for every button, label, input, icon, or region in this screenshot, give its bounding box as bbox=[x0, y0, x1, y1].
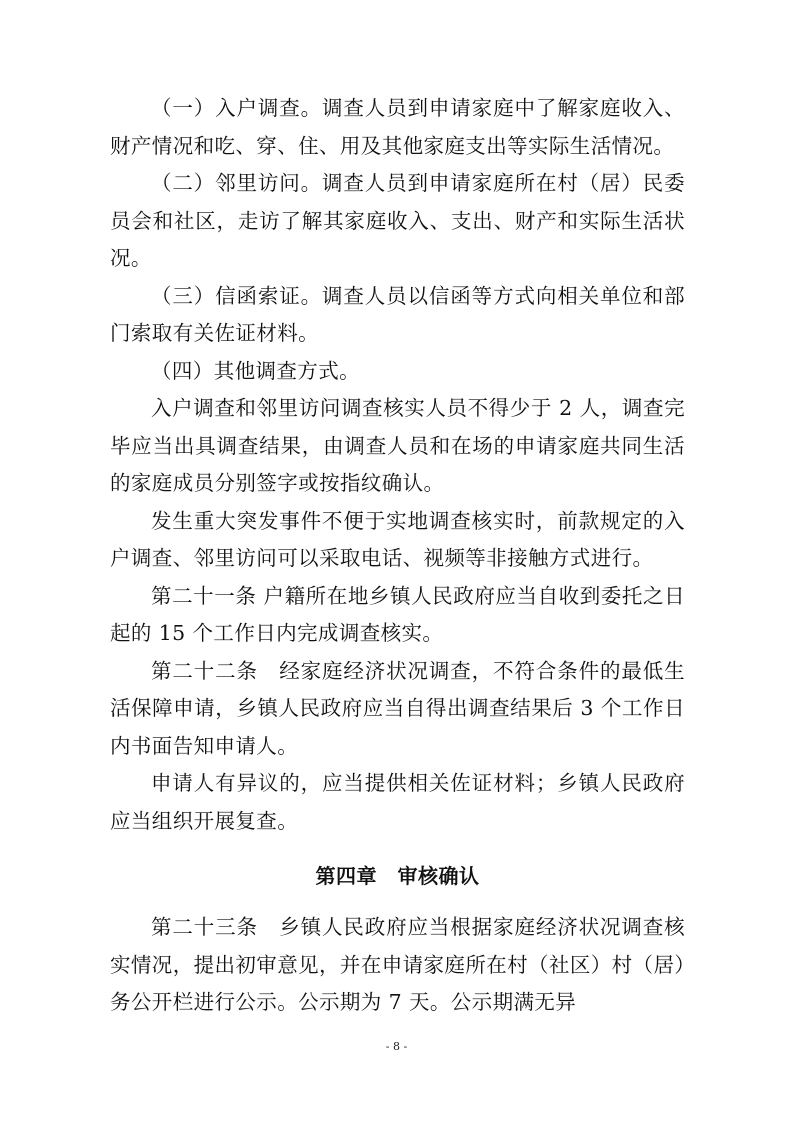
paragraph-emergency: 发生重大突发事件不便于实地调查核实时，前款规定的入户调查、邻里访问可以采取电话、视频等非接触方式进行。 bbox=[110, 508, 685, 570]
paragraph-letter-evidence: （三）信函索证。调查人员以信函等方式向相关单位和部门索取有关佐证材料。 bbox=[110, 283, 685, 345]
paragraph-household-survey: （一）入户调查。调查人员到申请家庭中了解家庭收入、财产情况和吃、穿、住、用及其他家庭支出等实际生活情况。 bbox=[110, 96, 685, 158]
page-number: - 8 - bbox=[385, 1040, 408, 1053]
chapter-heading: 第四章 审核确认 bbox=[315, 864, 480, 888]
paragraph-article-23: 第二十三条 乡镇人民政府应当根据家庭经济状况调查核实情况，提出初审意见，并在申请家庭所在村（社区）村（居）务公开栏进行公示。公示期为 7 天。公示期满无异 bbox=[110, 915, 685, 1014]
paragraph-objection: 申请人有异议的，应当提供相关佐证材料；乡镇人民政府应当组织开展复查。 bbox=[110, 771, 685, 833]
paragraph-article-21: 第二十一条 户籍所在地乡镇人民政府应当自收到委托之日起的 15 个工作日内完成调查核实。 bbox=[110, 583, 685, 645]
document-body bbox=[110, 90, 685, 1022]
paragraph-article-22: 第二十二条 经家庭经济状况调查，不符合条件的最低生活保障申请，乡镇人民政府应当自得出调查结果后 3 个工作日内书面告知申请人。 bbox=[110, 658, 685, 758]
paragraph-neighbor-visit: （二）邻里访问。调查人员到申请家庭所在村（居）民委员会和社区，走访了解其家庭收入、支出、财产和实际生活状况。 bbox=[110, 171, 685, 270]
paragraph-other-methods: （四）其他调查方式。 bbox=[151, 358, 360, 383]
paragraph-survey-staff: 入户调查和邻里访问调查核实人员不得少于 2 人，调查完毕应当出具调查结果，由调查人员和在场的申请家庭共同生活的家庭成员分别签字或按指纹确认。 bbox=[110, 396, 685, 495]
